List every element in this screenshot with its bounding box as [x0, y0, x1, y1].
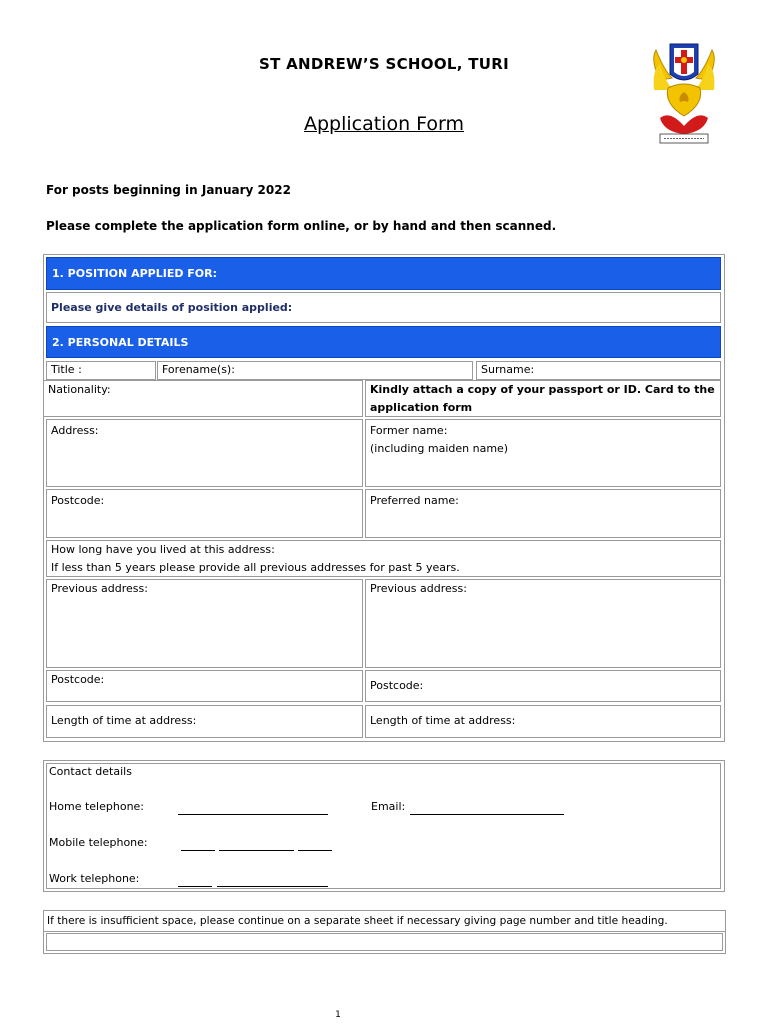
former-name-field[interactable]	[365, 419, 721, 487]
section-personal-header	[46, 326, 721, 358]
page-number: 1	[335, 1010, 341, 1020]
residence-duration-note: If less than 5 years please provide all previous addresses for past 5 years.	[51, 561, 460, 574]
mobile-telephone-label: Mobile telephone:	[49, 836, 148, 849]
postcode-field[interactable]	[46, 489, 363, 538]
length-at-address-1-label: Length of time at address:	[51, 714, 197, 727]
work-telephone-label: Work telephone:	[49, 872, 140, 885]
surname-label: Surname:	[481, 363, 535, 376]
previous-address-2-field[interactable]	[365, 579, 721, 668]
residence-duration-question: How long have you lived at this address:	[51, 543, 275, 556]
email-line[interactable]	[410, 802, 564, 815]
home-telephone-line[interactable]	[178, 802, 328, 815]
previous-postcode-1-label: Postcode:	[51, 673, 105, 686]
mobile-telephone-line-3[interactable]	[298, 838, 332, 851]
nationality-label: Nationality:	[48, 383, 111, 396]
school-name: ST ANDREW’S SCHOOL, TURI	[258, 55, 510, 73]
passport-note: Kindly attach a copy of your passport or ID. Card to the application form	[370, 383, 715, 414]
contact-inner-frame	[46, 763, 721, 889]
residence-duration-field[interactable]	[46, 540, 721, 577]
title-field[interactable]	[46, 361, 156, 380]
home-telephone-label: Home telephone:	[49, 800, 145, 813]
contact-heading: Contact details	[49, 765, 132, 778]
forename-label: Forename(s):	[162, 363, 235, 376]
email-label: Email:	[371, 800, 406, 813]
section-position-heading: 1. POSITION APPLIED FOR:	[52, 267, 218, 280]
position-details-field[interactable]	[46, 292, 721, 323]
postcode-label: Postcode:	[51, 494, 105, 507]
title-label: Title :	[51, 363, 82, 376]
work-telephone-line-1[interactable]	[178, 874, 212, 887]
length-at-address-1-field[interactable]	[46, 705, 363, 738]
previous-postcode-2-label: Postcode:	[370, 679, 424, 692]
work-telephone-line-2[interactable]	[217, 874, 328, 887]
form-title: Application Form	[303, 113, 465, 135]
continuation-field[interactable]	[46, 933, 723, 951]
previous-address-2-label: Previous address:	[370, 582, 467, 595]
posts-beginning-text: For posts beginning in January 2022	[46, 183, 291, 197]
section-personal-heading: 2. PERSONAL DETAILS	[52, 335, 189, 349]
previous-address-1-field[interactable]	[46, 579, 363, 668]
length-at-address-2-label: Length of time at address:	[370, 714, 516, 727]
previous-address-1-label: Previous address:	[51, 582, 148, 595]
nationality-field[interactable]	[43, 380, 363, 417]
address-label: Address:	[51, 424, 99, 437]
passport-note-cell	[365, 380, 721, 417]
instructions-text: Please complete the application form online, or by hand and then scanned.	[46, 219, 557, 233]
school-crest-icon	[650, 40, 718, 148]
position-details-label: Please give details of position applied:	[51, 300, 293, 314]
mobile-telephone-line-1[interactable]	[181, 838, 215, 851]
continuation-note: If there is insufficient space, please continue on a separate sheet if necessary giving page number and title heading.	[47, 915, 668, 927]
preferred-name-field[interactable]	[365, 489, 721, 538]
former-name-label: Former name:	[370, 424, 448, 437]
continuation-note-cell	[43, 910, 726, 932]
mobile-telephone-line-2[interactable]	[219, 838, 294, 851]
section-position-header	[46, 257, 721, 290]
address-field[interactable]	[46, 419, 363, 487]
previous-postcode-1-field[interactable]	[46, 670, 363, 702]
length-at-address-2-field[interactable]	[365, 705, 721, 738]
preferred-name-label: Preferred name:	[370, 494, 459, 507]
previous-postcode-2-field[interactable]	[365, 670, 721, 702]
surname-field[interactable]	[476, 361, 721, 380]
forename-field[interactable]	[157, 361, 473, 380]
former-name-note: (including maiden name)	[370, 442, 509, 455]
